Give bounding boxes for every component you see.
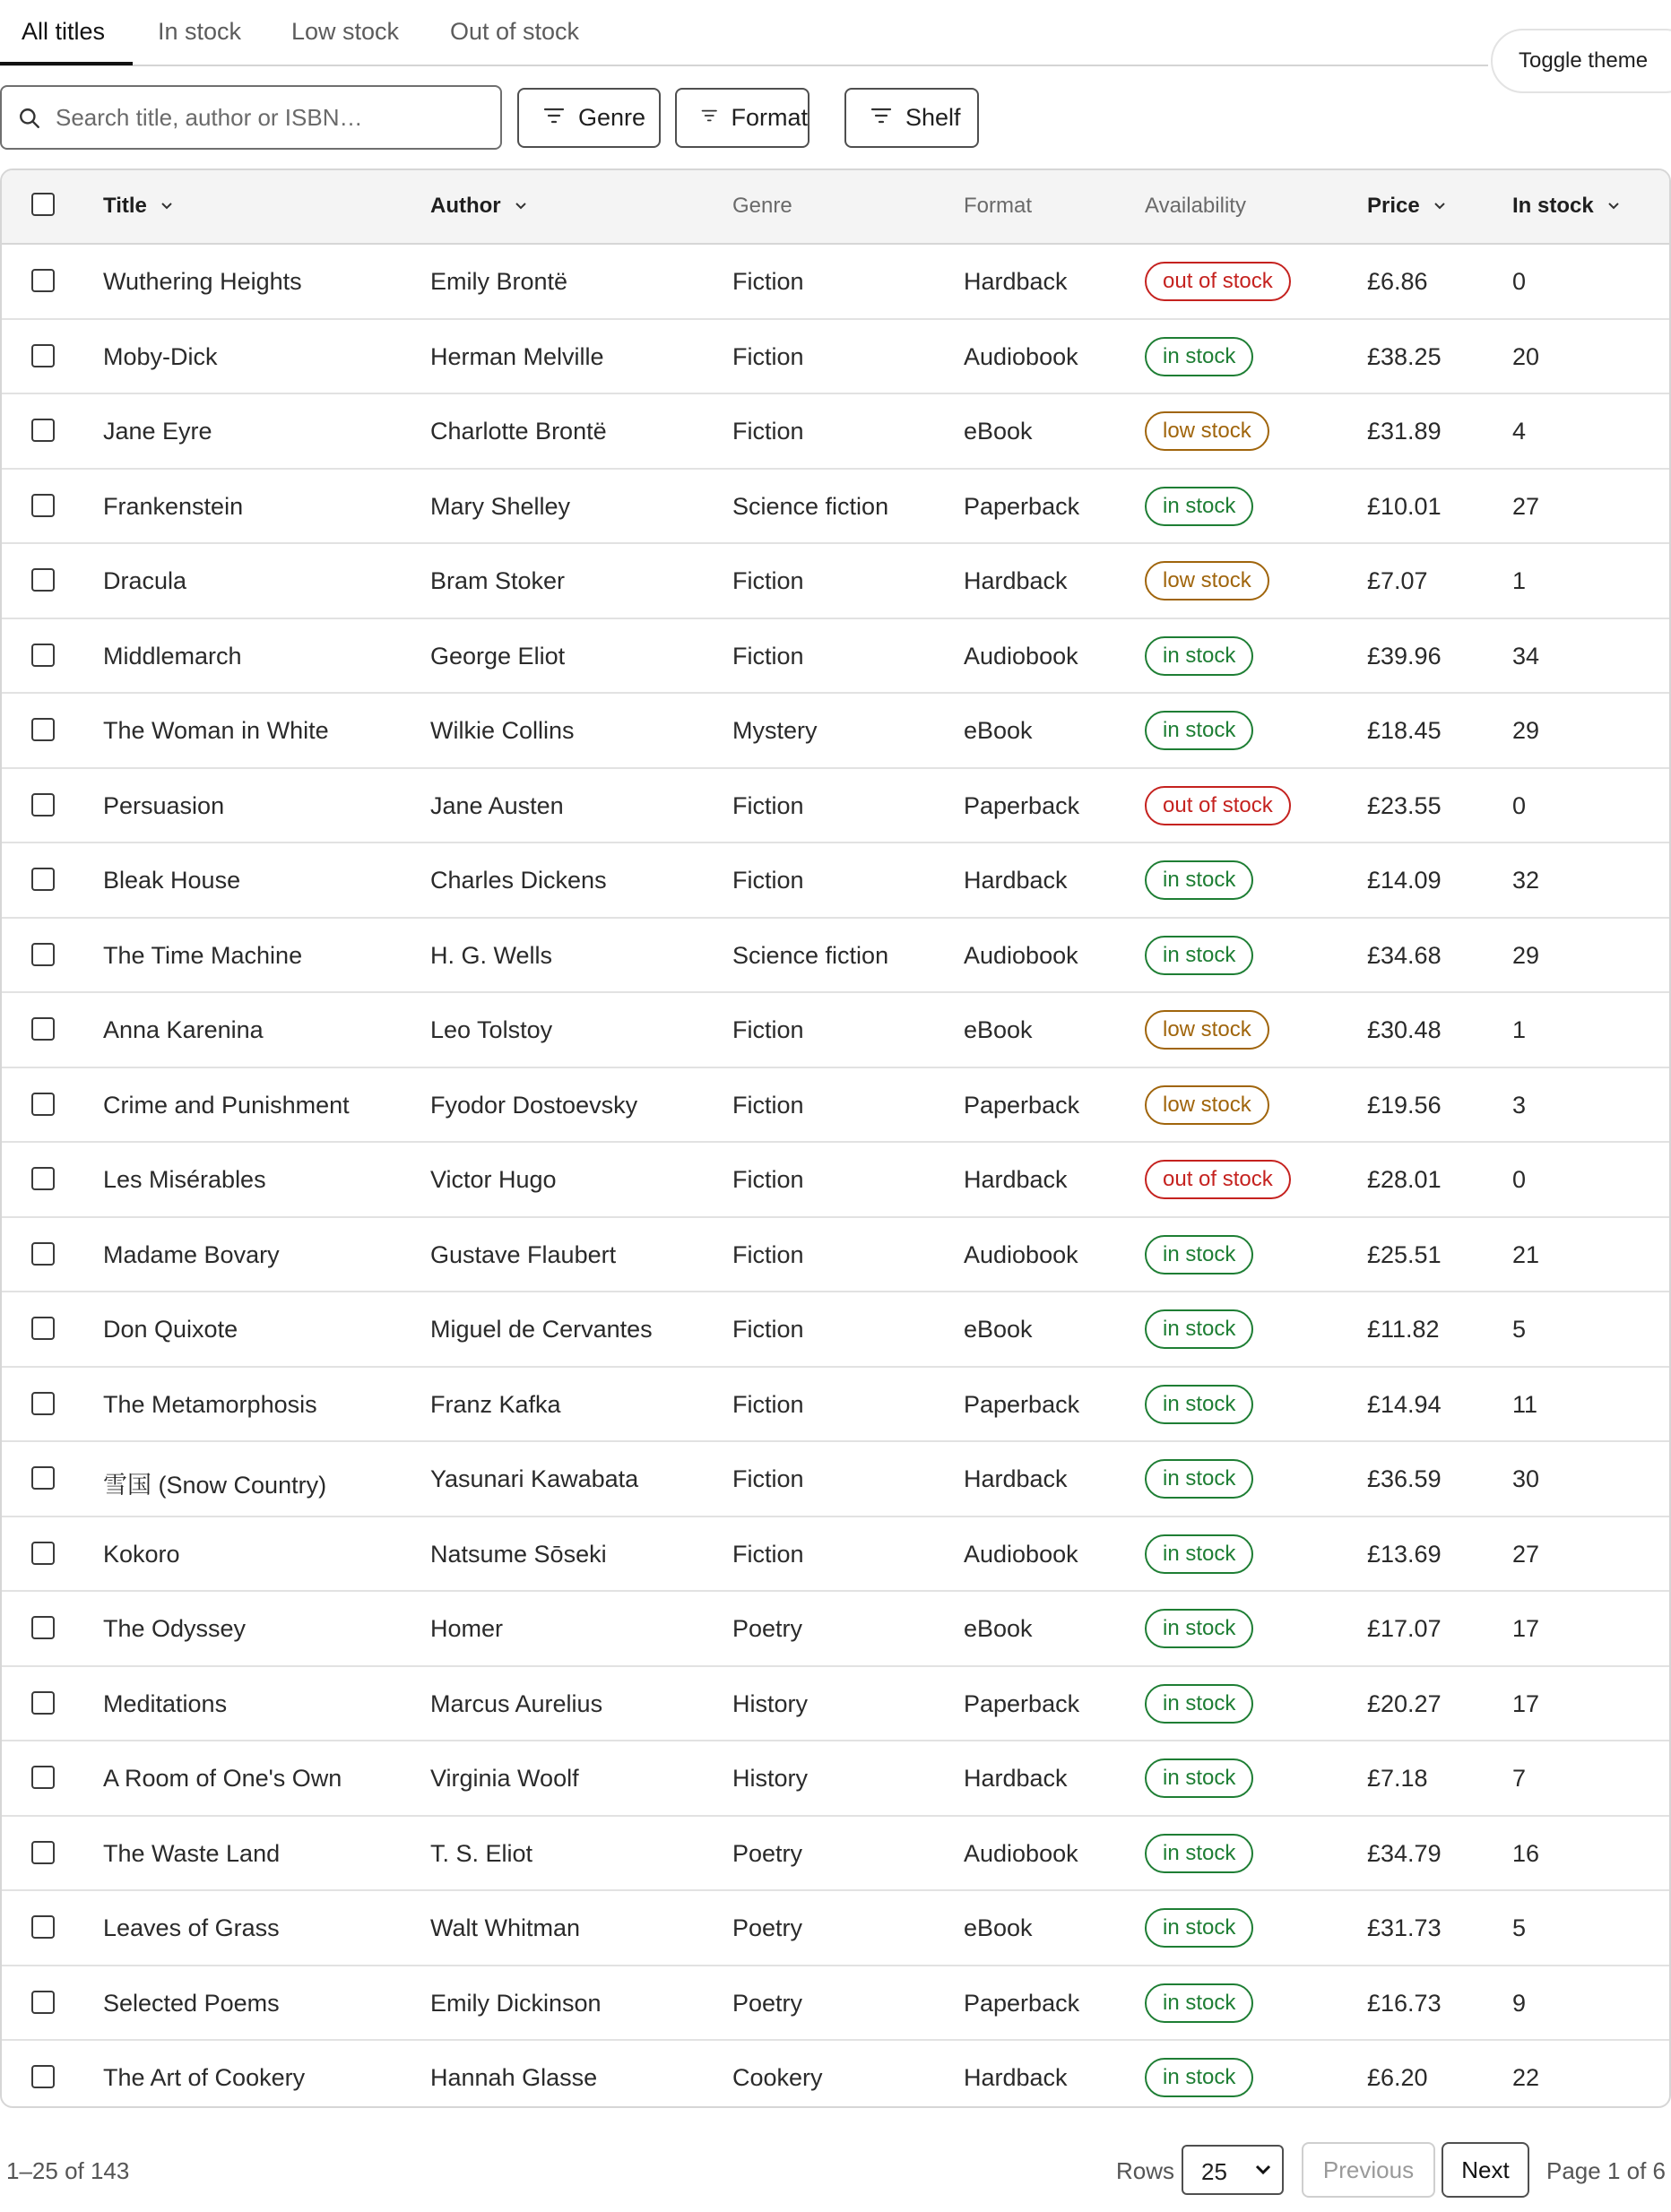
in-stock-cell: 1: [1512, 567, 1527, 594]
row-checkbox[interactable]: [31, 1392, 55, 1415]
format-cell: Audiobook: [964, 342, 1078, 370]
title-cell: Frankenstein: [103, 492, 244, 520]
author-cell: Emily Brontë: [430, 268, 568, 295]
availability-badge: in stock: [1145, 1459, 1253, 1499]
format-cell: Paperback: [964, 1091, 1080, 1119]
genre-cell: Poetry: [732, 1615, 803, 1642]
author-cell: Franz Kafka: [430, 1390, 561, 1418]
row-checkbox[interactable]: [31, 868, 55, 891]
rows-per-page-value: 25: [1201, 2158, 1227, 2185]
title-cell: A Room of One's Own: [103, 1765, 342, 1792]
title-cell: Wuthering Heights: [103, 268, 302, 295]
column-header-availability: [1145, 194, 1246, 219]
search-icon: [18, 107, 41, 130]
genre-cell: Fiction: [732, 268, 804, 295]
in-stock-cell: 20: [1512, 342, 1540, 370]
format-cell: Audiobook: [964, 941, 1078, 969]
format-cell: Hardback: [964, 867, 1068, 894]
availability-badge: in stock: [1145, 860, 1253, 900]
genre-cell: Fiction: [732, 342, 804, 370]
title-cell: Kokoro: [103, 1540, 180, 1568]
table-row[interactable]: [2, 320, 1669, 395]
table-row[interactable]: [2, 1592, 1669, 1667]
price-cell: £19.56: [1367, 1091, 1442, 1119]
next-page-button[interactable]: Next: [1442, 2142, 1529, 2198]
price-cell: £23.55: [1367, 791, 1442, 819]
author-cell: Jane Austen: [430, 791, 564, 819]
title-cell: Meditations: [103, 1689, 228, 1717]
search-box: [0, 85, 502, 150]
row-checkbox[interactable]: [31, 1991, 55, 2014]
column-header-genre: [732, 194, 792, 219]
tab-out-of-stock[interactable]: Out of stock: [450, 18, 580, 45]
availability-badge: in stock: [1145, 711, 1253, 750]
column-header-in-stock[interactable]: [1512, 194, 1621, 219]
author-cell: Bram Stoker: [430, 567, 566, 594]
format-cell: Hardback: [964, 2064, 1068, 2091]
tab-in-stock[interactable]: In stock: [158, 18, 242, 45]
format-cell: eBook: [964, 1914, 1033, 1941]
title-cell: 雪国 (Snow Country): [103, 1472, 327, 1499]
author-cell: Walt Whitman: [430, 1914, 581, 1941]
in-stock-cell: 9: [1512, 1989, 1527, 2017]
author-cell: Marcus Aurelius: [430, 1689, 603, 1717]
title-cell: The Art of Cookery: [103, 2064, 306, 2091]
format-cell: Hardback: [964, 268, 1068, 295]
price-cell: £25.51: [1367, 1240, 1442, 1268]
availability-badge: low stock: [1145, 411, 1269, 451]
availability-badge: in stock: [1145, 1834, 1253, 1873]
in-stock-cell: 30: [1512, 1465, 1540, 1492]
title-cell: The Waste Land: [103, 1839, 281, 1867]
genre-cell: Fiction: [732, 1091, 804, 1119]
table-row[interactable]: [2, 919, 1669, 994]
genre-cell: Science fiction: [732, 492, 889, 520]
genre-cell: Fiction: [732, 1390, 804, 1418]
title-cell: Crime and Punishment: [103, 1091, 350, 1119]
row-checkbox[interactable]: [31, 793, 55, 817]
row-checkbox[interactable]: [31, 494, 55, 517]
table-row[interactable]: [2, 2041, 1669, 2108]
row-checkbox[interactable]: [31, 1242, 55, 1266]
select-all-checkbox[interactable]: [31, 193, 55, 216]
price-cell: £16.73: [1367, 1989, 1442, 2017]
table-row[interactable]: [2, 1143, 1669, 1218]
availability-badge: low stock: [1145, 1010, 1269, 1050]
column-genre-label: Genre: [732, 194, 792, 218]
author-cell: Natsume Sōseki: [430, 1540, 607, 1568]
shelf-filter-button[interactable]: [844, 88, 979, 148]
row-checkbox[interactable]: [31, 1841, 55, 1864]
previous-page-button[interactable]: Previous: [1302, 2142, 1435, 2198]
author-cell: Leo Tolstoy: [430, 1016, 553, 1043]
title-cell: Persuasion: [103, 791, 225, 819]
genre-cell: Fiction: [732, 1240, 804, 1268]
table-row[interactable]: [2, 769, 1669, 844]
price-cell: £14.09: [1367, 867, 1442, 894]
table-row[interactable]: [2, 245, 1669, 320]
price-cell: £31.89: [1367, 418, 1442, 445]
genre-filter-button[interactable]: [517, 88, 661, 148]
genre-cell: Fiction: [732, 1316, 804, 1343]
format-cell: Hardback: [964, 1166, 1068, 1193]
row-checkbox[interactable]: [31, 1317, 55, 1340]
table-row[interactable]: [2, 694, 1669, 769]
genre-cell: Mystery: [732, 717, 818, 744]
title-cell: Dracula: [103, 567, 187, 594]
price-cell: £13.69: [1367, 1540, 1442, 1568]
in-stock-cell: 5: [1512, 1914, 1527, 1941]
tab-low-stock[interactable]: Low stock: [291, 18, 400, 45]
genre-filter-label: Genre: [578, 104, 646, 131]
author-cell: Homer: [430, 1615, 504, 1642]
genre-cell: Poetry: [732, 1839, 803, 1867]
format-cell: Audiobook: [964, 1839, 1078, 1867]
in-stock-cell: 32: [1512, 867, 1540, 894]
table-row[interactable]: [2, 843, 1669, 919]
row-checkbox[interactable]: [31, 1616, 55, 1639]
table-row[interactable]: [2, 394, 1669, 470]
price-cell: £11.82: [1367, 1316, 1440, 1343]
table-row[interactable]: [2, 1068, 1669, 1144]
title-cell: The Time Machine: [103, 941, 303, 969]
row-checkbox[interactable]: [31, 1915, 55, 1939]
column-header-author[interactable]: [430, 194, 528, 219]
availability-badge: low stock: [1145, 1085, 1269, 1125]
row-checkbox[interactable]: [31, 1466, 55, 1490]
format-cell: Hardback: [964, 567, 1068, 594]
format-cell: Paperback: [964, 1390, 1080, 1418]
chevron-down-icon: [1606, 201, 1621, 212]
availability-badge: out of stock: [1145, 1160, 1291, 1199]
price-cell: £39.96: [1367, 642, 1442, 670]
price-cell: £31.73: [1367, 1914, 1442, 1941]
title-cell: Don Quixote: [103, 1316, 238, 1343]
genre-cell: History: [732, 1689, 809, 1717]
row-checkbox[interactable]: [31, 1017, 55, 1041]
availability-badge: in stock: [1145, 1309, 1253, 1349]
page-indicator: Page 1 of 6: [1546, 2157, 1666, 2184]
row-checkbox[interactable]: [31, 1167, 55, 1190]
format-cell: Audiobook: [964, 1240, 1078, 1268]
availability-badge: in stock: [1145, 636, 1253, 676]
genre-cell: Fiction: [732, 1166, 804, 1193]
genre-cell: Fiction: [732, 418, 804, 445]
row-checkbox[interactable]: [31, 344, 55, 367]
genre-cell: Fiction: [732, 642, 804, 670]
table-row[interactable]: [2, 1292, 1669, 1368]
author-cell: Virginia Woolf: [430, 1765, 579, 1792]
title-cell: Madame Bovary: [103, 1240, 280, 1268]
availability-badge: in stock: [1145, 1385, 1253, 1424]
column-availability-label: Availability: [1145, 194, 1246, 218]
in-stock-cell: 7: [1512, 1765, 1527, 1792]
price-cell: £17.07: [1367, 1615, 1442, 1642]
format-cell: Paperback: [964, 492, 1080, 520]
availability-badge: in stock: [1145, 1534, 1253, 1574]
genre-cell: Cookery: [732, 2064, 823, 2091]
format-cell: Paperback: [964, 791, 1080, 819]
in-stock-cell: 0: [1512, 1166, 1527, 1193]
in-stock-cell: 17: [1512, 1615, 1540, 1642]
row-checkbox[interactable]: [31, 718, 55, 741]
format-cell: eBook: [964, 418, 1033, 445]
format-cell: Paperback: [964, 1689, 1080, 1717]
row-checkbox[interactable]: [31, 943, 55, 966]
table-row[interactable]: [2, 1741, 1669, 1817]
search-input[interactable]: [56, 99, 486, 135]
table-row[interactable]: [2, 470, 1669, 545]
table-row[interactable]: [2, 1368, 1669, 1443]
price-cell: £7.07: [1367, 567, 1428, 594]
format-cell: eBook: [964, 1615, 1033, 1642]
price-cell: £6.86: [1367, 268, 1428, 295]
genre-cell: Poetry: [732, 1989, 803, 2017]
author-cell: Mary Shelley: [430, 492, 571, 520]
format-cell: Paperback: [964, 1989, 1080, 2017]
in-stock-cell: 0: [1512, 268, 1527, 295]
table-row[interactable]: [2, 544, 1669, 619]
author-cell: Gustave Flaubert: [430, 1240, 617, 1268]
title-cell: Bleak House: [103, 867, 241, 894]
chevron-down-icon: [514, 201, 528, 212]
availability-badge: in stock: [1145, 1235, 1253, 1274]
author-cell: Herman Melville: [430, 342, 604, 370]
table-row[interactable]: [2, 1442, 1669, 1517]
author-cell: Fyodor Dostoevsky: [430, 1091, 638, 1119]
format-cell: eBook: [964, 1316, 1033, 1343]
table-row[interactable]: [2, 1218, 1669, 1293]
in-stock-cell: 3: [1512, 1091, 1527, 1119]
table-row[interactable]: [2, 1667, 1669, 1742]
availability-badge: in stock: [1145, 487, 1253, 526]
price-cell: £7.18: [1367, 1765, 1428, 1792]
author-cell: Miguel de Cervantes: [430, 1316, 653, 1343]
price-cell: £34.68: [1367, 941, 1442, 969]
row-checkbox[interactable]: [31, 568, 55, 592]
active-tab-indicator: [0, 62, 133, 65]
filter-icon: [701, 106, 717, 125]
genre-cell: Fiction: [732, 867, 804, 894]
title-cell: The Metamorphosis: [103, 1390, 317, 1418]
price-cell: £6.20: [1367, 2064, 1428, 2091]
in-stock-cell: 17: [1512, 1689, 1540, 1717]
format-cell: Hardback: [964, 1765, 1068, 1792]
table-header: [2, 170, 1669, 245]
price-cell: £14.94: [1367, 1390, 1442, 1418]
table-row[interactable]: [2, 1817, 1669, 1892]
format-cell: Audiobook: [964, 642, 1078, 670]
in-stock-cell: 21: [1512, 1240, 1540, 1268]
in-stock-cell: 22: [1512, 2064, 1540, 2091]
availability-badge: out of stock: [1145, 786, 1291, 825]
filter-icon: [543, 106, 565, 125]
author-cell: H. G. Wells: [430, 941, 553, 969]
author-cell: Charles Dickens: [430, 867, 607, 894]
genre-cell: Fiction: [732, 1016, 804, 1043]
availability-badge: low stock: [1145, 561, 1269, 601]
author-cell: T. S. Eliot: [430, 1839, 533, 1867]
table-row[interactable]: [2, 1966, 1669, 2042]
tab-bar: [0, 0, 1488, 66]
author-cell: George Eliot: [430, 642, 566, 670]
title-cell: Les Misérables: [103, 1166, 266, 1193]
author-cell: Hannah Glasse: [430, 2064, 598, 2091]
author-cell: Wilkie Collins: [430, 717, 575, 744]
author-cell: Yasunari Kawabata: [430, 1465, 639, 1492]
genre-cell: Fiction: [732, 1540, 804, 1568]
row-checkbox[interactable]: [31, 1766, 55, 1789]
chevron-down-icon: [1255, 2164, 1271, 2176]
format-filter-button[interactable]: [675, 88, 810, 148]
row-checkbox[interactable]: [31, 1691, 55, 1715]
rows-per-page-select[interactable]: [1182, 2145, 1284, 2195]
chevron-down-icon: [160, 201, 174, 212]
column-in-stock-label: In stock: [1512, 194, 1594, 218]
result-count: 1–25 of 143: [6, 2157, 130, 2184]
row-checkbox[interactable]: [31, 419, 55, 442]
author-cell: Victor Hugo: [430, 1166, 557, 1193]
row-checkbox[interactable]: [31, 1093, 55, 1116]
column-header-price[interactable]: [1367, 194, 1447, 219]
row-checkbox[interactable]: [31, 1542, 55, 1565]
row-checkbox[interactable]: [31, 2065, 55, 2088]
column-title-label: Title: [103, 194, 147, 218]
in-stock-cell: 29: [1512, 717, 1540, 744]
title-cell: Anna Karenina: [103, 1016, 264, 1043]
format-filter-label: Format: [731, 104, 808, 131]
genre-cell: Fiction: [732, 1465, 804, 1492]
column-header-format: [964, 194, 1032, 219]
availability-badge: in stock: [1145, 1908, 1253, 1948]
filter-icon: [870, 106, 892, 125]
column-header-title[interactable]: [103, 194, 174, 219]
in-stock-cell: 16: [1512, 1839, 1540, 1867]
format-cell: eBook: [964, 717, 1033, 744]
in-stock-cell: 1: [1512, 1016, 1527, 1043]
price-cell: £30.48: [1367, 1016, 1442, 1043]
genre-cell: Fiction: [732, 567, 804, 594]
price-cell: £18.45: [1367, 717, 1442, 744]
table-row[interactable]: [2, 1517, 1669, 1593]
title-cell: Leaves of Grass: [103, 1914, 280, 1941]
author-cell: Charlotte Brontë: [430, 418, 607, 445]
availability-badge: in stock: [1145, 1983, 1253, 2023]
title-cell: Selected Poems: [103, 1989, 280, 2017]
column-format-label: Format: [964, 194, 1033, 218]
chevron-down-icon: [1433, 201, 1447, 212]
in-stock-cell: 0: [1512, 791, 1527, 819]
genre-cell: History: [732, 1765, 809, 1792]
in-stock-cell: 27: [1512, 492, 1540, 520]
title-cell: Moby-Dick: [103, 342, 218, 370]
price-cell: £28.01: [1367, 1166, 1442, 1193]
availability-badge: in stock: [1145, 2058, 1253, 2097]
table-row[interactable]: [2, 993, 1669, 1068]
format-cell: Audiobook: [964, 1540, 1078, 1568]
genre-cell: Poetry: [732, 1914, 803, 1941]
availability-badge: in stock: [1145, 337, 1253, 376]
price-cell: £10.01: [1367, 492, 1442, 520]
shelf-filter-label: Shelf: [905, 104, 961, 131]
in-stock-cell: 11: [1512, 1390, 1538, 1418]
toggle-theme-button[interactable]: Toggle theme: [1491, 29, 1671, 93]
title-cell: Jane Eyre: [103, 418, 212, 445]
in-stock-cell: 29: [1512, 941, 1540, 969]
in-stock-cell: 34: [1512, 642, 1540, 670]
in-stock-cell: 27: [1512, 1540, 1540, 1568]
tab-all-titles[interactable]: All titles: [22, 18, 106, 45]
availability-badge: in stock: [1145, 1609, 1253, 1648]
format-cell: eBook: [964, 1016, 1033, 1043]
column-author-label: Author: [430, 194, 501, 218]
table-row[interactable]: [2, 1891, 1669, 1966]
availability-badge: out of stock: [1145, 262, 1291, 301]
format-cell: Hardback: [964, 1465, 1068, 1492]
price-cell: £36.59: [1367, 1465, 1442, 1492]
price-cell: £20.27: [1367, 1689, 1442, 1717]
availability-badge: in stock: [1145, 1758, 1253, 1798]
row-checkbox[interactable]: [31, 269, 55, 292]
in-stock-cell: 4: [1512, 418, 1527, 445]
in-stock-cell: 5: [1512, 1316, 1527, 1343]
availability-badge: in stock: [1145, 1684, 1253, 1724]
title-cell: The Odyssey: [103, 1615, 247, 1642]
genre-cell: Science fiction: [732, 941, 889, 969]
inventory-table: [0, 168, 1671, 2108]
genre-cell: Fiction: [732, 791, 804, 819]
column-price-label: Price: [1367, 194, 1420, 218]
author-cell: Emily Dickinson: [430, 1989, 602, 2017]
title-cell: Middlemarch: [103, 642, 242, 670]
price-cell: £38.25: [1367, 342, 1442, 370]
availability-badge: in stock: [1145, 936, 1253, 975]
price-cell: £34.79: [1367, 1839, 1442, 1867]
row-checkbox[interactable]: [31, 644, 55, 667]
title-cell: The Woman in White: [103, 717, 329, 744]
rows-per-page-label: Rows: [1116, 2157, 1175, 2184]
table-row[interactable]: [2, 619, 1669, 695]
